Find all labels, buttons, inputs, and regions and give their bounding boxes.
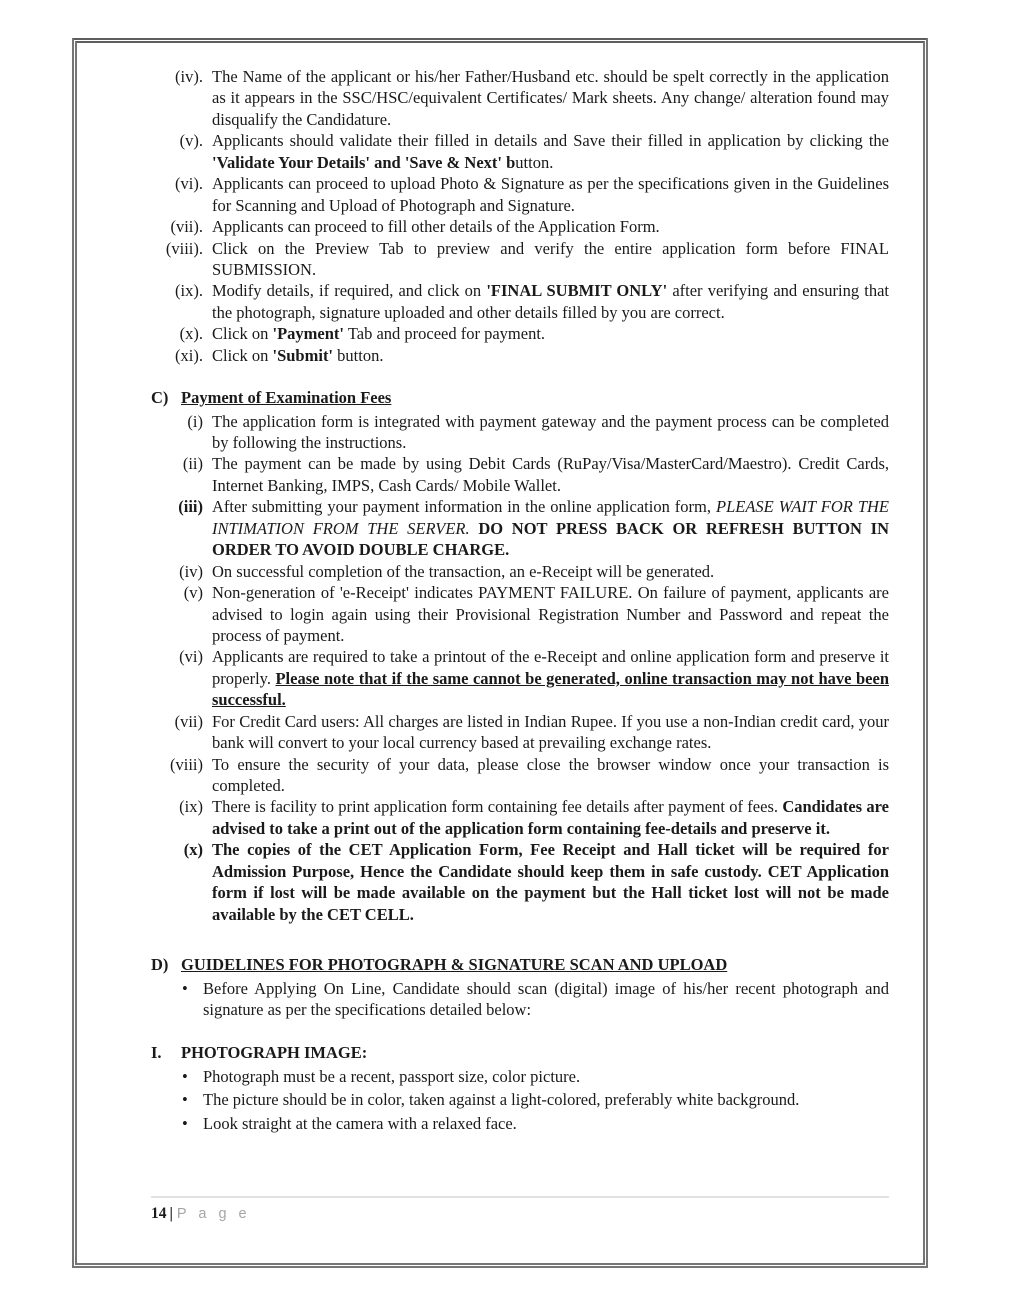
list-item	[151, 130, 889, 173]
section-label: D)	[151, 955, 169, 975]
page-border-frame	[72, 38, 928, 1268]
list-text	[212, 345, 889, 366]
list-item	[151, 646, 889, 710]
list-text	[212, 839, 889, 925]
list-item	[151, 238, 889, 281]
bullet-text	[203, 1113, 889, 1134]
bullet-icon: •	[182, 1090, 188, 1110]
text-run: Click on	[212, 324, 273, 344]
text-run: Click on the Preview Tab to preview and verify the entire application form before FINAL SUBMISSION.	[212, 238, 889, 279]
list-item	[151, 66, 889, 130]
list-marker: (x).	[179, 324, 203, 344]
text-run: Applicants can proceed to fill other details of the Application Form.	[212, 217, 660, 237]
text-run: There is facility to print application form containing fee details after payment of fees.	[212, 797, 783, 817]
text-run: To ensure the security of your data, please close the browser window once your transaction is completed.	[212, 754, 889, 795]
text-run-bold: 'Validate Your Details' and 'Save & Next' b	[212, 152, 516, 172]
text-run: Click on	[212, 345, 273, 365]
text-run: Modify details, if required, and click on	[212, 281, 487, 301]
page-number: 14	[151, 1205, 167, 1222]
list-text	[212, 646, 889, 710]
text-run: Applicants should validate their filled in details and Save their filled in application by clicking the	[212, 131, 889, 151]
text-run: after verifying and ensuring that the photograph, signature uploaded and other details filled by you are correct.	[212, 281, 890, 322]
list-text	[212, 323, 889, 344]
text-run: Tab and proceed for payment.	[344, 324, 546, 344]
section-heading-d	[151, 954, 889, 975]
list-marker: (v)	[183, 583, 203, 603]
bullet-text	[203, 1089, 889, 1110]
list-marker: (iv)	[179, 561, 203, 581]
list-item	[151, 280, 889, 323]
list-marker: (xi).	[175, 345, 203, 365]
bullet-icon: •	[182, 1066, 188, 1086]
text-run: The payment can be made by using Debit Cards (RuPay/Visa/MasterCard/Maestro). Credit Cards, Internet Banking, IMPS, Cash Cards/ Mobile Wallet.	[212, 454, 889, 495]
list-item	[151, 323, 889, 344]
list-text	[212, 173, 889, 216]
text-run-bold: 'FINAL SUBMIT ONLY'	[486, 281, 668, 301]
list-item	[151, 216, 889, 237]
list-text	[212, 130, 889, 173]
list-item	[151, 796, 889, 839]
list-marker: (vi).	[175, 174, 203, 194]
list-marker: (iii)	[178, 497, 203, 517]
text-run: Before Applying On Line, Candidate should scan (digital) image of his/her recent photograph and signature as per the specifications detailed below:	[203, 978, 889, 1019]
text-run-bold: 'Submit'	[272, 345, 334, 365]
list-marker: (vi)	[179, 647, 203, 667]
bullet-text	[203, 1066, 889, 1087]
text-run: For Credit Card users: All charges are listed in Indian Rupee. If you use a non-Indian credit card, your bank will convert to your local currency based at prevailing exchange rates.	[212, 711, 889, 753]
text-run-italic: PLEASE WAIT FOR THE INTIMATION FROM THE SERVER.	[212, 497, 889, 538]
list-marker: (vii)	[174, 711, 203, 731]
list-marker: (v).	[179, 131, 203, 151]
subsection-heading-photograph	[151, 1042, 889, 1063]
footer-page-label: P a g e	[176, 1206, 251, 1222]
bullet-item	[151, 1113, 889, 1134]
list-item	[151, 173, 889, 216]
bullet-item	[151, 978, 889, 1021]
list-item	[151, 711, 889, 754]
text-run: The application form is integrated with payment gateway and the payment process can be completed by following the instructions.	[212, 411, 889, 452]
list-marker: (ix).	[175, 281, 203, 301]
list-item	[151, 345, 889, 366]
section-title: GUIDELINES FOR PHOTOGRAPH & SIGNATURE SCAN AND UPLOAD	[181, 955, 728, 975]
list-text	[212, 280, 889, 323]
text-run-bold: Candidates are advised to take a print out of the application form containing fee-details and preserve it.	[212, 797, 889, 838]
bullet-icon: •	[182, 978, 188, 998]
bullet-icon: •	[182, 1113, 188, 1133]
text-run-bold: DO NOT PRESS BACK OR REFRESH BUTTON IN ORDER TO AVOID DOUBLE CHARGE.	[212, 518, 890, 560]
list-text	[212, 66, 889, 130]
list-text	[212, 796, 889, 839]
list-item	[151, 411, 889, 454]
list-text	[212, 582, 889, 646]
text-run: button.	[333, 345, 384, 365]
list-text	[212, 453, 889, 496]
list-marker: (x)	[183, 840, 203, 860]
list-item	[151, 582, 889, 646]
section-label: C)	[151, 388, 169, 408]
list-text	[212, 754, 889, 797]
text-run-bold: The copies of the CET Application Form, Fee Receipt and Hall ticket will be required for Admission Purpose, Hence the Candidate should keep them in safe custody. CET Application form if lost will be made available on the payment but the Hall ticket lost will not be made available by the CET CELL.	[212, 840, 889, 924]
text-run: utton.	[515, 152, 554, 172]
text-run: On successful completion of the transaction, an e-Receipt will be generated.	[212, 561, 715, 581]
bullet-text	[203, 978, 889, 1021]
text-run: The Name of the applicant or his/her Father/Husband etc. should be spelt correctly in the application as it appears in the SSC/HSC/equivalent Certificates/ Mark sheets. Any change/ alteration found may disqualify the Candidature.	[212, 67, 889, 129]
text-run: Non-generation of 'e-Receipt' indicates PAYMENT FAILURE. On failure of payment, applicants are advised to login again using their Provisional Registration Number and Password and repeat the process of payment.	[212, 583, 889, 645]
list-item	[151, 561, 889, 582]
subsection-label: I.	[151, 1043, 162, 1063]
list-text	[212, 496, 889, 560]
text-run-bold: 'Payment'	[272, 324, 344, 344]
text-run: After submitting your payment information in the online application form,	[212, 497, 716, 517]
list-text	[212, 561, 889, 582]
footer-divider	[151, 1196, 889, 1198]
list-item	[151, 754, 889, 797]
list-item	[151, 839, 889, 925]
list-marker: (vii).	[170, 217, 203, 237]
bullet-item	[151, 1089, 889, 1110]
bullet-item	[151, 1066, 889, 1087]
list-marker: (i)	[187, 411, 203, 431]
text-run: Photograph must be a recent, passport size, color picture.	[203, 1066, 581, 1086]
text-run: Applicants are required to take a printout of the e-Receipt and online application form and preserve it properly.	[212, 647, 889, 688]
list-text	[212, 216, 889, 237]
list-marker: (viii).	[165, 238, 203, 258]
footer-text	[151, 1205, 889, 1223]
text-run: Applicants can proceed to upload Photo & Signature as per the specifications given in the Guidelines for Scanning and Upload of Photograph and Signature.	[212, 174, 889, 215]
footer-separator: |	[169, 1205, 173, 1222]
page-footer	[151, 1196, 889, 1223]
subsection-title: PHOTOGRAPH IMAGE:	[181, 1043, 368, 1063]
list-marker: (ii)	[182, 454, 203, 474]
list-item	[151, 496, 889, 560]
text-run: Look straight at the camera with a relaxed face.	[203, 1113, 517, 1133]
list-text	[212, 711, 889, 754]
section-title: Payment of Examination Fees	[181, 388, 392, 408]
text-run-bold-underline: Please note that if the same cannot be generated, online transaction may not have been successful.	[212, 668, 889, 710]
text-run: The picture should be in color, taken against a light-colored, preferably white background.	[203, 1090, 800, 1110]
list-text	[212, 411, 889, 454]
section-heading-c	[151, 387, 889, 408]
list-marker: (viii)	[170, 754, 203, 774]
list-marker: (ix)	[179, 797, 203, 817]
page-content	[151, 66, 889, 1136]
list-text	[212, 238, 889, 281]
list-item	[151, 453, 889, 496]
list-marker: (iv).	[175, 67, 203, 86]
